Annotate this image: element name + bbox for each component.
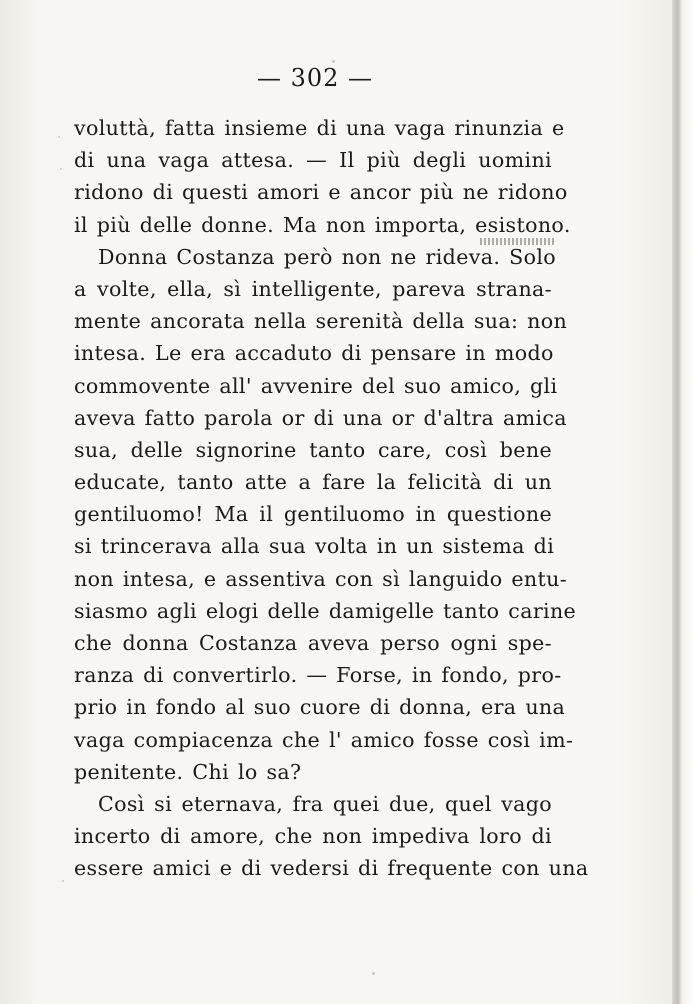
text-line: prio in fondo al suo cuore di donna, era una	[74, 695, 566, 720]
paper-speck	[58, 136, 60, 138]
text-line: gentiluomo! Ma il gentiluomo in questione	[74, 502, 552, 527]
text-line: ridono di questi amori e ancor più ne ridono	[74, 180, 568, 205]
paper-speck	[372, 972, 375, 975]
text-line: commovente all' avvenire del suo amico, gli	[74, 373, 558, 398]
ink-smudge	[480, 238, 554, 245]
text-line: sua, delle signorine tanto care, così bene	[74, 437, 552, 462]
page-edge-shadow	[672, 0, 696, 1004]
text-line: essere amici e di vedersi di frequente con una	[74, 856, 589, 881]
text-line: a volte, ella, sì intelligente, pareva strana-	[74, 276, 552, 301]
paragraph-end-line: il più delle donne. Ma non importa, esistono.	[74, 212, 571, 237]
text-line: non intesa, e assentiva con sì languido entu-	[74, 566, 568, 591]
text-line: voluttà, fatta insieme di una vaga rinunzia e	[74, 116, 565, 140]
paper-speck	[60, 168, 62, 170]
text-line: aveva fatto parola or di una or d'altra amica	[74, 405, 567, 430]
text-line: intesa. Le era accaduto di pensare in modo	[74, 341, 554, 366]
paper-speck	[62, 880, 64, 882]
text-line: di una vaga attesa. — Il più degli uomini	[74, 148, 552, 173]
paragraph-end-line: penitente. Chi lo sa?	[74, 759, 302, 784]
text-line: ranza di convertirlo. — Forse, in fondo, pro-	[74, 663, 562, 688]
text-line: vaga compiacenza che l' amico fosse così im-	[74, 727, 574, 752]
text-line: che donna Costanza aveva perso ogni spe-	[74, 631, 552, 655]
text-line: educate, tanto atte a fare la felicità di un	[74, 470, 552, 495]
text-line: si trincerava alla sua volta in un sistema di	[74, 534, 555, 559]
text-line: siasmo agli elogi delle damigelle tanto carine	[74, 598, 577, 623]
text-line: incerto di amore, che non impediva loro di	[74, 824, 552, 849]
body-text	[74, 112, 589, 885]
paragraph-start-line: Così si eternava, fra quei due, quel vago	[98, 791, 552, 816]
paragraph-start-line: Donna Costanza però non ne rideva. Solo	[98, 244, 557, 269]
paper-speck	[332, 60, 335, 63]
text-line: mente ancorata nella serenità della sua: non	[74, 309, 568, 334]
page-number: — 302 —	[256, 64, 374, 92]
